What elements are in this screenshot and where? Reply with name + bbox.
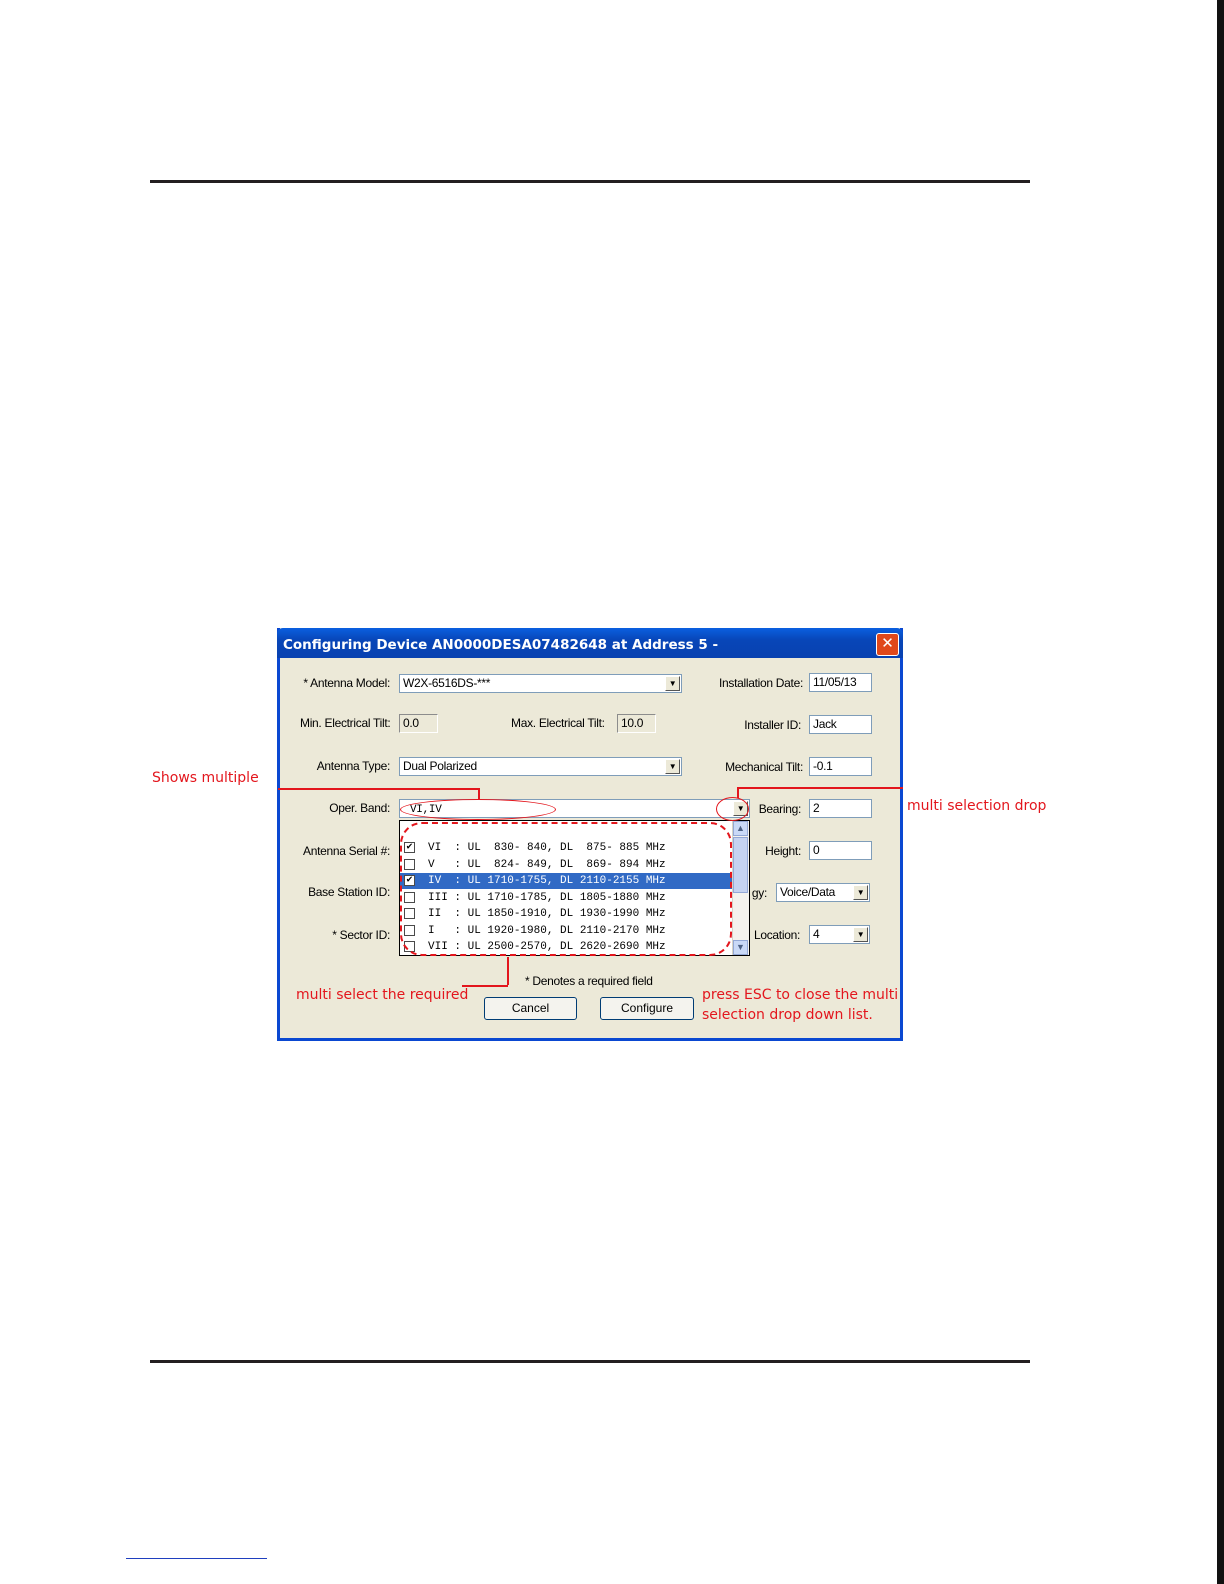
location-select[interactable] [809, 925, 870, 944]
band-list-item-label: VI : UL 830- 840, DL 875- 885 MHz [428, 842, 666, 854]
page-edge-tab [1217, 0, 1224, 1584]
antenna-model-value: W2X-6516DS-*** [403, 676, 491, 690]
max-tilt-label: Max. Electrical Tilt: [511, 716, 605, 730]
annotation-line [507, 957, 509, 985]
band-list-item-label: IV : UL 1710-1755, DL 2110-2155 MHz [428, 875, 666, 887]
antenna-serial-label: Antenna Serial #: [303, 844, 390, 858]
scroll-thumb[interactable] [733, 837, 748, 893]
installation-date-label: Installation Date: [719, 676, 803, 690]
list-scrollbar[interactable] [732, 821, 749, 955]
annotation-line [278, 788, 480, 790]
annotation-line [737, 787, 903, 789]
technology-value: Voice/Data [780, 885, 836, 899]
height-field[interactable]: 0 [809, 841, 872, 860]
annotation-line [737, 787, 739, 798]
annotation-multi-select-required: multi select the required [296, 987, 469, 1003]
band-list-item-label: I : UL 1920-1980, DL 2110-2170 MHz [428, 924, 666, 937]
chevron-down-icon[interactable]: ▼ [665, 676, 680, 691]
antenna-type-value: Dual Polarized [403, 759, 477, 773]
antenna-model-select[interactable] [399, 674, 682, 693]
band-list-item-label: VII : UL 2500-2570, DL 2620-2690 MHz [428, 941, 666, 953]
chevron-down-icon[interactable]: ▼ [853, 885, 868, 900]
scroll-down-icon[interactable]: ▼ [733, 940, 748, 955]
installation-date-field[interactable]: 11/05/13 [809, 673, 872, 692]
chevron-down-icon[interactable]: ▼ [665, 759, 680, 774]
oper-band-value: VI,IV [410, 804, 442, 816]
top-rule [150, 180, 1030, 183]
oper-band-highlight-oval [400, 799, 556, 820]
bottom-rule [150, 1360, 1030, 1363]
checkbox-checked-icon[interactable]: ✔ [404, 875, 415, 886]
annotation-multi-selection-drop: multi selection drop [907, 798, 1047, 814]
oper-band-label: Oper. Band: [329, 801, 390, 815]
mechanical-tilt-field[interactable]: -0.1 [809, 757, 872, 776]
antenna-type-select[interactable] [399, 757, 682, 776]
base-station-label: Base Station ID: [308, 885, 390, 899]
checkbox-checked-icon[interactable]: ✔ [404, 842, 415, 853]
installer-id-field[interactable]: Jack [809, 715, 872, 734]
installer-id-label: Installer ID: [744, 718, 801, 732]
technology-label: gy: [751, 886, 767, 900]
required-note: * Denotes a required field [525, 974, 653, 988]
dropdown-button-highlight-oval [716, 797, 749, 821]
bearing-label: Bearing: [758, 802, 801, 816]
annotation-press-esc-line1: press ESC to close the multi [702, 987, 899, 1003]
scroll-up-icon[interactable]: ▲ [733, 821, 748, 836]
band-list-item-label: III : UL 1710-1785, DL 1805-1880 MHz [428, 891, 666, 904]
configure-button[interactable]: Configure [600, 997, 694, 1020]
close-icon[interactable]: ✕ [876, 633, 899, 656]
footer-link-line [126, 1558, 267, 1559]
annotation-line [462, 985, 508, 987]
bearing-field[interactable]: 2 [809, 799, 872, 818]
height-label: Height: [765, 844, 801, 858]
annotation-press-esc-line2: selection drop down list. [702, 1007, 873, 1023]
location-value: 4 [813, 927, 820, 941]
technology-select[interactable] [776, 883, 870, 902]
annotation-shows-multiple: Shows multiple [152, 770, 259, 786]
dialog-title: Configuring Device AN0000DESA07482648 at Address 5 - [283, 637, 719, 653]
chevron-down-icon[interactable]: ▼ [853, 927, 868, 942]
antenna-type-label: Antenna Type: [316, 759, 390, 773]
mechanical-tilt-label: Mechanical Tilt: [725, 760, 803, 774]
dialog-titlebar [277, 628, 903, 658]
min-tilt-field: 0.0 [399, 714, 438, 733]
chevron-down-icon[interactable]: ▼ [733, 801, 748, 816]
min-tilt-label: Min. Electrical Tilt: [300, 716, 391, 730]
list-highlight-dashed [400, 822, 732, 956]
band-list-item-label: II : UL 1850-1910, DL 1930-1990 MHz [428, 908, 666, 920]
location-label: Location: [753, 928, 800, 942]
antenna-model-label: * Antenna Model: [303, 676, 390, 690]
sector-id-label: * Sector ID: [332, 928, 390, 942]
band-list-item-label: V : UL 824- 849, DL 869- 894 MHz [428, 858, 666, 871]
max-tilt-field: 10.0 [617, 714, 656, 733]
cancel-button[interactable]: Cancel [484, 997, 577, 1020]
